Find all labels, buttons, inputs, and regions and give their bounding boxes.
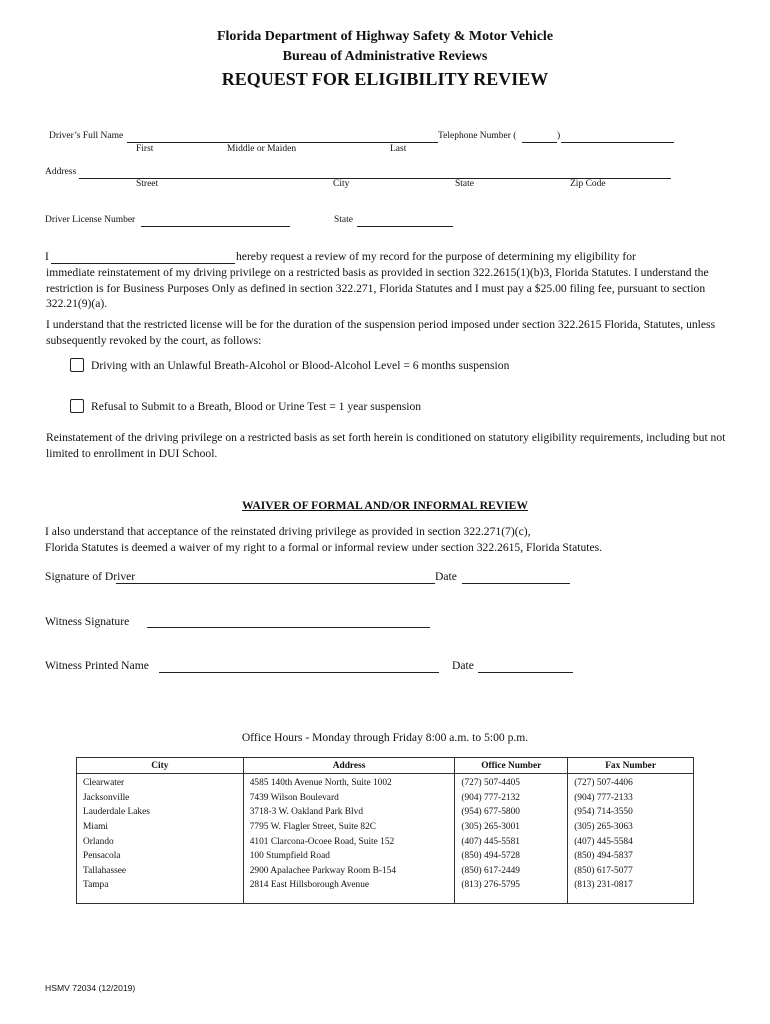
phone-area-code-field[interactable] [522,142,557,143]
agency-name: Florida Department of Highway Safety & Motor Vehicle [216,29,554,44]
duration-text: I understand that the restricted license will be for the duration of the suspension period imposed under section 322.2615 Florida, Statutes, unless subsequently revoked by the court, as follows: [46,318,716,347]
table-row [77,774,694,791]
cell-city: Miami [77,820,244,835]
cell-city: Pensacola [77,849,244,864]
option-checkbox-refusal[interactable] [70,399,84,413]
driver-date-field[interactable] [462,583,570,584]
full-name-field[interactable] [127,142,438,143]
witness-signature-label: Witness Signature [45,615,130,628]
cell-address: 100 Stumpfield Road [243,849,455,864]
name-sub-middle: Middle or Maiden [227,144,297,154]
witness-name-label: Witness Printed Name [45,659,149,672]
cell-office-number: (727) 507-4405 [455,774,568,791]
table-row [77,791,694,806]
reinstatement-text: Reinstatement of the driving privilege on a restricted basis as set forth herein is conditioned on statutory eligibility requirements, including but not limited to enrollment in DUI School. [46,431,726,460]
cell-fax-number: (954) 714-3550 [568,805,694,820]
request-text-body: immediate reinstatement of my driving privilege on a restricted basis as provided in section 322.2615(1)(b)3, Florida Statutes. I understand the restriction is for Business Purposes Only as defined in section 322.271, Florida Statutes and I must pay a $25.00 filing fee, pursuant to section 322.21(9)(a). [46,266,709,310]
header-fax-number: Fax Number [568,758,694,774]
cell-address: 7439 Wilson Boulevard [243,791,455,806]
request-lead: I [45,250,49,263]
witness-date-field[interactable] [478,672,573,673]
license-state-field[interactable] [357,226,453,227]
driver-date-label: Date [435,570,457,583]
cell-city: Clearwater [77,774,244,791]
cell-city: Orlando [77,834,244,849]
cell-city: Tampa [77,878,244,903]
license-state-label: State [334,215,353,225]
cell-address: 3718-3 W. Oakland Park Blvd [243,805,455,820]
address-sub-state: State [455,179,474,189]
option-label-unlawful-level: Driving with an Unlawful Breath-Alcohol or Blood-Alcohol Level = 6 months suspension [91,359,510,372]
license-number-label: Driver License Number [45,215,136,225]
full-name-label: Driver’s Full Name [49,131,124,141]
cell-office-number: (407) 445-5581 [455,834,568,849]
cell-fax-number: (305) 265-3063 [568,820,694,835]
phone-number-field[interactable] [561,142,674,143]
license-number-field[interactable] [141,226,290,227]
cell-address: 2900 Apalachee Parkway Room B-154 [243,864,455,879]
table-row [77,878,694,903]
driver-signature-label: Signature of Driver [45,570,136,583]
waiver-text-line2: Florida Statutes is deemed a waiver of my right to a formal or informal review under section 322.2615, Florida Statutes. [45,541,603,554]
table-row [77,864,694,879]
cell-fax-number: (904) 777-2133 [568,791,694,806]
option-label-refusal: Refusal to Submit to a Breath, Blood or Urine Test = 1 year suspension [91,400,422,413]
option-checkbox-unlawful-level[interactable] [70,358,84,372]
phone-paren-close: ) [557,131,561,141]
bureau-name: Bureau of Administrative Reviews [282,49,488,64]
cell-city: Tallahassee [77,864,244,879]
requester-name-field[interactable] [51,263,235,264]
request-text-start: hereby request a review of my record for the purpose of determining my eligibility for [236,250,636,263]
name-sub-first: First [136,144,154,154]
driver-signature-field[interactable] [116,583,435,584]
address-sub-street: Street [136,179,159,189]
waiver-heading: WAIVER OF FORMAL AND/OR INFORMAL REVIEW [242,499,528,512]
offices-table [76,757,694,904]
waiver-text-line1: I also understand that acceptance of the reinstated driving privilege as provided in section 322.271(7)(c), [45,525,531,538]
cell-address: 7795 W. Flagler Street, Suite 82C [243,820,455,835]
cell-city: Jacksonville [77,791,244,806]
cell-office-number: (850) 494-5728 [455,849,568,864]
address-sub-zip: Zip Code [570,179,606,189]
cell-office-number: (305) 265-3001 [455,820,568,835]
cell-address: 4585 140th Avenue North, Suite 1002 [243,774,455,791]
witness-signature-field[interactable] [147,627,430,628]
header-address: Address [243,758,455,774]
form-title: REQUEST FOR ELIGIBILITY REVIEW [221,69,549,89]
cell-fax-number: (850) 494-5837 [568,849,694,864]
witness-date-label: Date [452,659,474,672]
header-office-number: Office Number [455,758,568,774]
phone-label: Telephone Number ( [438,131,517,141]
cell-office-number: (850) 617-2449 [455,864,568,879]
header-city: City [77,758,244,774]
table-row [77,834,694,849]
cell-fax-number: (407) 445-5584 [568,834,694,849]
table-row [77,820,694,835]
cell-city: Lauderdale Lakes [77,805,244,820]
cell-office-number: (904) 777-2132 [455,791,568,806]
witness-name-field[interactable] [159,672,439,673]
office-hours: Office Hours - Monday through Friday 8:00 a.m. to 5:00 p.m. [241,731,529,744]
cell-address: 4101 Clarcona-Ocoee Road, Suite 152 [243,834,455,849]
form-number: HSMV 72034 (12/2019) [45,983,136,993]
cell-fax-number: (813) 231-0817 [568,878,694,903]
table-header-row [77,758,694,774]
table-row [77,849,694,864]
cell-fax-number: (850) 617-5077 [568,864,694,879]
cell-fax-number: (727) 507-4406 [568,774,694,791]
cell-office-number: (954) 677-5800 [455,805,568,820]
table-row [77,805,694,820]
name-sub-last: Last [390,144,407,154]
address-label: Address [45,167,77,177]
address-sub-city: City [333,179,350,189]
cell-address: 2814 East Hillsborough Avenue [243,878,455,903]
cell-office-number: (813) 276-5795 [455,878,568,903]
